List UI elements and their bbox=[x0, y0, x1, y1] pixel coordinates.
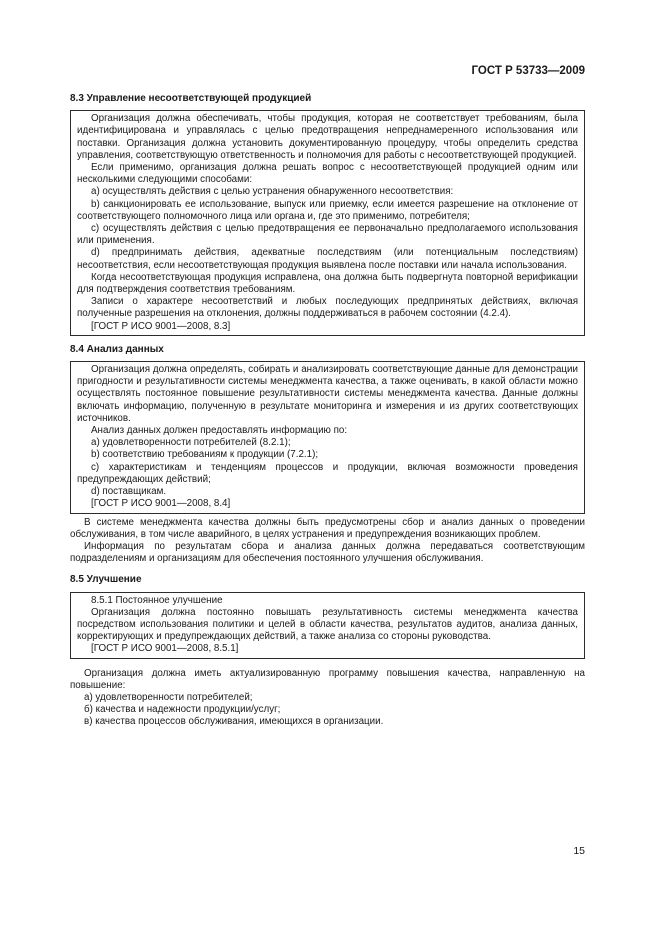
section-8-5-quote-box bbox=[70, 592, 585, 659]
list-item: d) предпринимать действия, адекватные последствиям (или потенциальным последствиям) несоответствия, если несоответствующая продукция выявлена после поставки или начала использования. bbox=[77, 247, 578, 271]
list-item: б) качества и надежности продукции/услуг; bbox=[84, 704, 281, 716]
paragraph: Анализ данных должен предоставлять информацию по: bbox=[91, 425, 348, 437]
list-item: d) поставщикам. bbox=[91, 486, 167, 498]
list-item: c) осуществлять действия с целью предотвращения ее первоначально предполагаемого использования или применения. bbox=[77, 223, 578, 247]
paragraph: Организация должна иметь актуализированную программу повышения качества, направленную на повышение: bbox=[70, 667, 585, 691]
reference: [ГОСТ Р ИСО 9001—2008, 8.5.1] bbox=[91, 643, 239, 655]
list-item: a) удовлетворенности потребителей (8.2.1); bbox=[91, 437, 291, 449]
paragraph: Когда несоответствующая продукция исправлена, она должна быть подвергнута повторной верификации для подтверждения соответствия требованиям. bbox=[77, 271, 578, 296]
page-number: 15 bbox=[573, 845, 585, 857]
list-item: а) удовлетворенности потребителей; bbox=[84, 691, 253, 703]
subsection-title: 8.5.1 Постоянное улучшение bbox=[91, 594, 223, 606]
paragraph: Информация по результатам сбора и анализа данных должна передаваться соответствующим подразделениям и организациям для обеспечения постоянного улучшения обслуживания. bbox=[70, 540, 585, 565]
section-8-4-quote-box bbox=[70, 361, 585, 513]
reference: [ГОСТ Р ИСО 9001—2008, 8.4] bbox=[91, 498, 231, 510]
section-8-4-heading: 8.4 Анализ данных bbox=[70, 343, 164, 355]
section-8-3-quote-box bbox=[70, 110, 585, 336]
list-item: в) качества процессов обслуживания, имеющихся в организации. bbox=[84, 716, 384, 728]
paragraph: Организация должна постоянно повышать результативность системы менеджмента качества посредством использования политики и целей в области качества, результатов аудитов, анализа данных, корректирующих и предупреждающих действий, а также анализа со стороны руководства. bbox=[77, 606, 578, 643]
reference: [ГОСТ Р ИСО 9001—2008, 8.3] bbox=[91, 320, 231, 332]
paragraph: Если применимо, организация должна решать вопрос с несоответствующей продукцией одним или несколькими следующими способами: bbox=[77, 162, 578, 186]
list-item: b) санкционировать ее использование, выпуск или приемку, если имеется разрешение на отклонение от соответствующего полномочного лица или органа и, где это применимо, потребителя; bbox=[77, 198, 578, 222]
list-item: c) характеристикам и тенденциям процессов и продукции, включая возможности проведения предупреждающих действий; bbox=[77, 461, 578, 485]
document-body bbox=[70, 93, 585, 729]
paragraph: В системе менеджмента качества должны быть предусмотрены сбор и анализ данных о проведении обслуживания, в том числе аварийного, в целях устранения и предупреждения возникающих проблем. bbox=[70, 516, 585, 540]
document-header: ГОСТ Р 53733—2009 bbox=[471, 65, 585, 77]
paragraph: Организация должна определять, собирать и анализировать соответствующие данные для демонстрации пригодности и результативности системы менеджмента качества, а также оценивать, в какой области можно осуществлять постоянное повышение результативности системы менеджмента качества. Данные должны включать информацию, полученную в результате мониторинга и измерения и из других соответствующих источников. bbox=[77, 364, 578, 424]
paragraph: Записи о характере несоответствий и любых последующих предпринятых действиях, включая полученные разрешения на отклонения, должны поддерживаться в рабочем состоянии (4.2.4). bbox=[77, 296, 578, 320]
list-item: b) соответствию требованиям к продукции (7.2.1); bbox=[91, 449, 319, 461]
section-8-3-heading: 8.3 Управление несоответствующей продукцией bbox=[70, 93, 312, 104]
paragraph: Организация должна обеспечивать, чтобы продукция, которая не соответствует требованиям, была идентифицирована и управлялась с целью предотвращения непреднамеренного использования или поставки. Организация должна установить документированную процедуру, чтобы определить средства управления, соответствующую ответственность и полномочия для работы с несоответствующей продукцией. bbox=[77, 113, 578, 161]
section-8-5-heading: 8.5 Улучшение bbox=[70, 574, 142, 586]
list-item: a) осуществлять действия с целью устранения обнаруженного несоответствия: bbox=[91, 186, 454, 198]
